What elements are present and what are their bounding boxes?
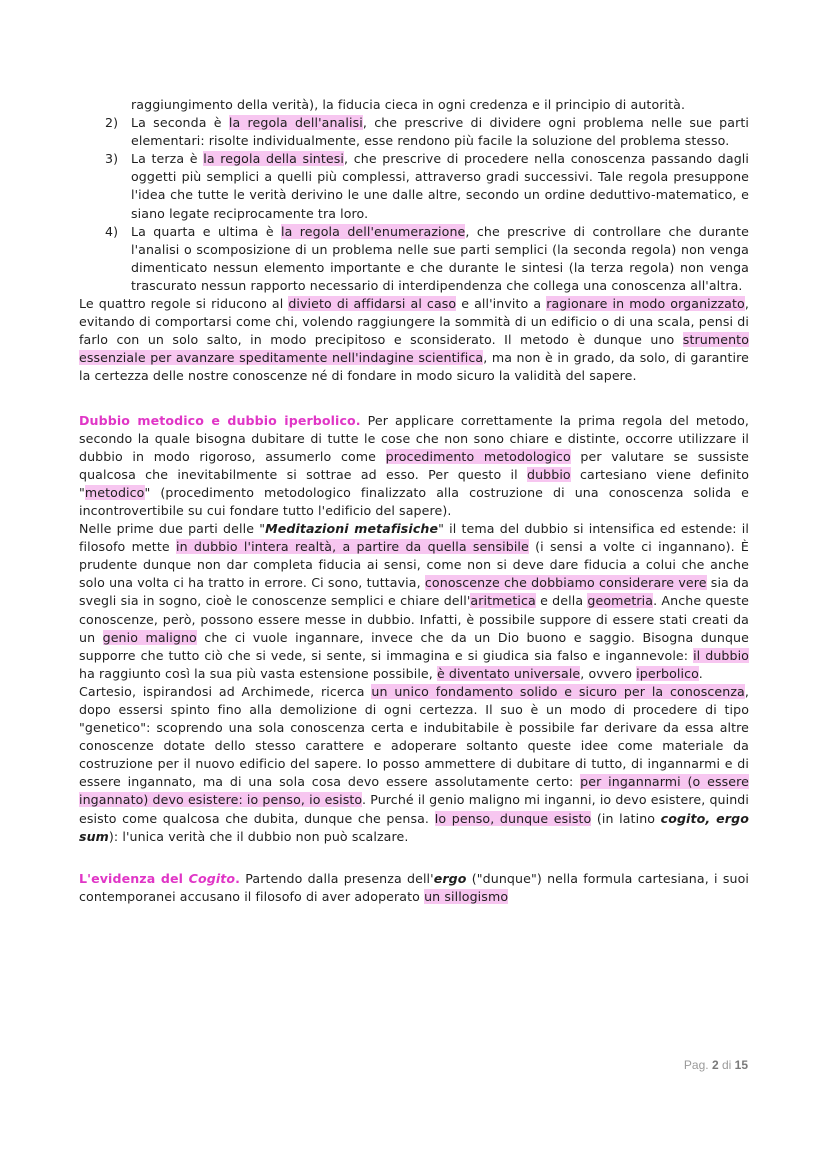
rule-highlight: la regola della sintesi [203,151,345,167]
text: , ovvero [580,665,637,681]
highlight: geometria [587,593,654,609]
text: ha raggiunto così la sua più vasta estensione possibile, [79,665,437,681]
text: (i sensi a volte ci ingannano). È prudente dunque non dar completa fiducia ai sensi, come non si deve dare fiducia a colui che anche solo una volta ci ha tratto in errore. Ci sono, tuttavia, [79,539,749,591]
page-content [79,96,749,906]
italic-title: Meditazioni metafisiche [265,521,439,537]
text: sia da svegli sia in sogno, cioè le conoscenze semplici e chiare dell' [79,575,749,609]
page-total: 15 [734,1058,748,1072]
heading-italic: Cogito [188,870,236,886]
rule-text: La terza è [131,151,204,167]
footer-text: Pag. [683,1058,712,1072]
highlight: Io penso, dunque esisto [434,810,592,826]
text: Partendo dalla presenza dell' [240,870,434,886]
rule-number: 3) [105,151,119,167]
text: e all'invito a [456,296,547,312]
rule-text: La quarta e ultima è [131,223,282,239]
rule-number: 2) [105,115,119,131]
text: che ci vuole ingannare, invece che da un Dio buono e saggio. Bisogna dunque supporre che tutto ciò che si vede, si sente, si immagina e si giudica sia falso e ingannevole: [79,629,749,663]
spacer [79,386,749,412]
highlight: dubbio [526,466,571,482]
italic-word: ergo [433,870,467,886]
text: ): l'unica verità che il dubbio non può scalzare. [108,828,409,844]
text: , evitando di comportarsi come chi, volendo raggiungere la sommità di un edificio o di una scala, pensi di farlo con un solo salto, in modo precipitoso e sconsiderato. Il metodo è dunque uno [79,296,749,348]
rule-item-2 [105,114,749,150]
rule-text: La seconda è [131,115,229,131]
rule-text: , che prescrive di procedere nella conoscenza passando dagli oggetti più semplici a quelli più complessi, attraverso gradi successivi. Tale regola presuppone l'idea che tutte le verità derivino le une dalle altre, secondo un ordine deduttivo-matematico, e siano legate reciprocamente tra loro. [131,151,749,221]
rule-text: , che prescrive di dividere ogni problema nelle sue parti elementari: risolte individualmente, esse rendono più facile la soluzione del problema stesso. [131,115,749,149]
rule-number: 4) [105,223,119,239]
highlight: è diventato universale [436,665,581,681]
text: " (procedimento metodologico finalizzato alla costruzione di una conoscenza solida e incontrovertibile su cui fondare tutto l'edificio del sapere). [79,484,749,518]
italic-latin: cogito, ergo sum [79,810,749,844]
rules-list [79,114,749,295]
highlight: divieto di affidarsi al caso [288,296,457,312]
heading-text: . [235,870,241,886]
footer-text: di [718,1058,735,1072]
text: . Anche queste conoscenze, però, possono essere messe in dubbio. Infatti, è possibile suppore di essere stati creati da un [79,593,749,645]
section-heading-cogito [79,871,240,886]
highlight: procedimento metodologico [385,448,571,464]
text: Nelle prime due parti delle " [79,521,266,537]
list-continuation: raggiungimento della verità), la fiducia cieca in ogni credenza e il principio di autorità. [131,97,686,112]
highlight: un sillogismo [424,888,509,904]
text: " il tema del dubbio si intensifica ed estende: il filosofo mette [79,521,749,555]
rule-text: , che prescrive di controllare che durante l'analisi o scomposizione di un problema nelle sue parti semplici (la seconda regola) non venga dimenticato nessun elemento importante e che durante le sintesi (la terza regola) non venga trascurato nessun rapporto necessario di interdipendenza che collega una conoscenza all'altra. [131,223,749,293]
highlight: genio maligno [102,629,197,645]
highlight: iperbolico [636,665,699,681]
heading-text: L'evidenza del [79,870,189,886]
rule-highlight: la regola dell'enumerazione [281,223,466,239]
highlight: un unico fondamento solido e sicuro per la conoscenza [371,683,745,699]
dubbio-paragraph-2 [79,520,749,683]
text: Le quattro regole si riducono al [79,296,289,312]
text: cartesiano viene definito " [79,466,749,500]
rule-item-4 [105,223,749,295]
text: , dopo essersi spinto fino alla demolizione di ogni certezza. Il suo è un modo di procedere di tipo "genetico": scoprendo una sola conoscenza certa e indubitabile è possibile far derivare da essa altre conoscenze dotate dello stesso carattere e adoperare soltanto queste idee come materiale da costruzione per il nuovo edificio del sapere. Io posso ammettere di dubitare di tutto, di ingannarmi e di essere ingannato, ma di una sola cosa devo essere assolutamente certo: [79,683,749,790]
rule-highlight: la regola dell'analisi [228,115,363,131]
text: . [698,665,703,681]
page-number: 2 [711,1058,719,1072]
highlight: per ingannarmi (o essere ingannato) devo esistere: io penso, io esisto [79,774,749,808]
text: . Purché il genio maligno mi inganni, io devo esistere, quindi esisto come qualcosa che dubita, dunque che pensa. [79,792,750,826]
text: Cartesio, ispirandosi ad Archimede, ricerca [79,683,372,699]
highlight: strumento essenziale per avanzare speditamente nell'indagine scientifica [79,332,749,366]
highlight: il dubbio [693,647,749,663]
rule-item-3 [105,150,749,222]
highlight: conoscenze che dobbiamo considerare vere [424,575,707,591]
text: , ma non è in grado, da solo, di garantire la certezza delle nostre conoscenze né di fondare in modo sicuro la validità del sapere. [79,350,749,384]
page-footer [684,1058,748,1072]
text: (in latino [591,810,661,826]
highlight: in dubbio l'intera realtà, a partire da quella sensibile [175,539,529,555]
rules-summary-paragraph [79,295,749,385]
highlight: ragionare in modo organizzato [546,296,745,312]
spacer [79,846,749,870]
highlight: aritmetica [470,593,536,609]
highlight: metodico [84,484,145,500]
section-heading-dubbio: Dubbio metodico e dubbio iperbolico. [79,412,361,428]
text: e della [535,593,588,609]
dubbio-paragraph-3 [79,683,749,846]
text: ("dunque") nella formula cartesiana, i suoi contemporanei accusano il filosofo di aver adoperato [79,870,749,904]
dubbio-paragraph-1 [79,412,749,521]
text: per valutare se sussiste qualcosa che inevitabilmente si sottrae ad esso. Per questo il [79,448,749,482]
cogito-paragraph [79,870,749,906]
text: Per applicare correttamente la prima regola del metodo, secondo la quale bisogna dubitare di tutte le cose che non sono chiare e distinte, occorre utilizzare il dubbio in modo rigoroso, assumerlo come [79,412,749,464]
